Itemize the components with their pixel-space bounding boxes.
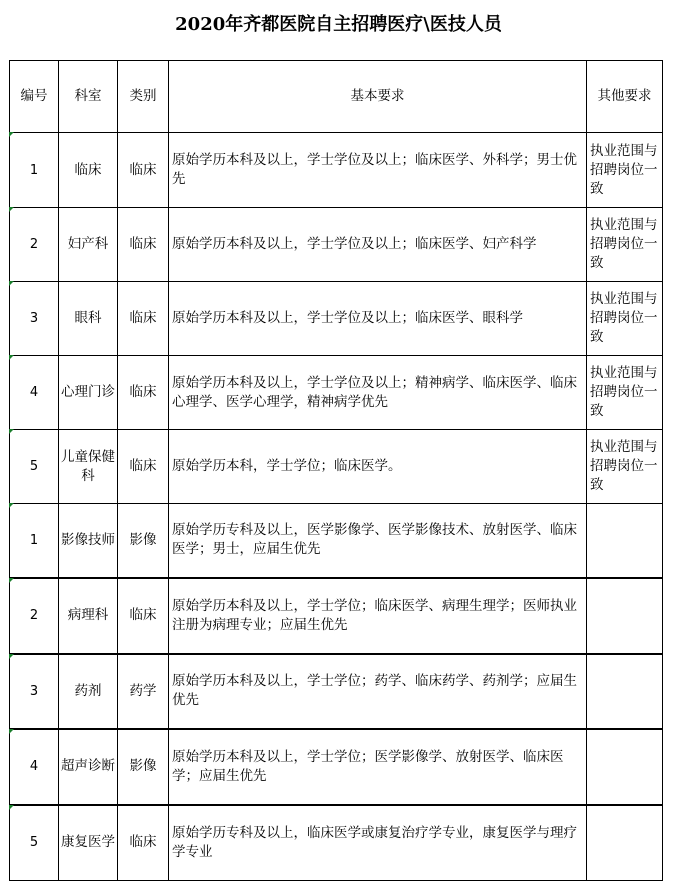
header-number: 编号 [10, 61, 59, 133]
row-basic-requirements: 原始学历本科及以上，学士学位；临床医学、病理生理学；医师执业注册为病理专业；应届生优先 [169, 578, 587, 654]
row-basic-requirements: 原始学历本科及以上，学士学位及以上；精神病学、临床医学、临床心理学、医学心理学，精神病学优先 [169, 356, 587, 430]
row-number: 3 [10, 654, 59, 729]
row-other-requirements: 执业范围与招聘岗位一致 [587, 430, 663, 504]
row-other-requirements: 执业范围与招聘岗位一致 [587, 356, 663, 430]
row-basic-requirements: 原始学历本科及以上，学士学位；医学影像学、放射医学、临床医学；应届生优先 [169, 729, 587, 805]
row-department: 儿童保健科 [59, 430, 118, 504]
row-department: 影像技师 [59, 504, 118, 578]
row-category: 临床 [118, 208, 169, 282]
row-department: 药剂 [59, 654, 118, 729]
row-other-requirements: 执业范围与招聘岗位一致 [587, 282, 663, 356]
header-department: 科室 [59, 61, 118, 133]
row-category: 临床 [118, 282, 169, 356]
row-category: 临床 [118, 133, 169, 208]
table-row [10, 133, 663, 208]
row-category: 药学 [118, 654, 169, 729]
table-row [10, 430, 663, 504]
row-category: 临床 [118, 578, 169, 654]
row-number: 2 [10, 578, 59, 654]
row-basic-requirements: 原始学历本科，学士学位；临床医学。 [169, 430, 587, 504]
header-basic-requirements: 基本要求 [169, 61, 587, 133]
row-category: 影像 [118, 729, 169, 805]
row-basic-requirements: 原始学历本科及以上，学士学位及以上；临床医学、外科学；男士优先 [169, 133, 587, 208]
row-other-requirements [587, 654, 663, 729]
table-row [10, 729, 663, 805]
row-department: 心理门诊 [59, 356, 118, 430]
page-title: 2020年齐都医院自主招聘医疗\医技人员 [175, 14, 502, 35]
row-other-requirements [587, 578, 663, 654]
row-number: 1 [10, 504, 59, 578]
row-other-requirements [587, 504, 663, 578]
row-department: 临床 [59, 133, 118, 208]
row-category: 临床 [118, 430, 169, 504]
row-basic-requirements: 原始学历专科及以上，医学影像学、医学影像技术、放射医学、临床医学；男士，应届生优先 [169, 504, 587, 578]
row-number: 4 [10, 356, 59, 430]
table-row [10, 504, 663, 578]
table-header-row [10, 61, 663, 133]
row-department: 超声诊断 [59, 729, 118, 805]
row-other-requirements: 执业范围与招聘岗位一致 [587, 133, 663, 208]
header-category: 类别 [118, 61, 169, 133]
row-number: 3 [10, 282, 59, 356]
row-category: 临床 [118, 805, 169, 881]
row-department: 病理科 [59, 578, 118, 654]
table-row [10, 356, 663, 430]
table-row [10, 578, 663, 654]
row-department: 康复医学 [59, 805, 118, 881]
table-row [10, 805, 663, 881]
row-other-requirements [587, 805, 663, 881]
table-row [10, 208, 663, 282]
row-basic-requirements: 原始学历专科及以上，临床医学或康复治疗学专业，康复医学与理疗学专业 [169, 805, 587, 881]
row-department: 眼科 [59, 282, 118, 356]
row-basic-requirements: 原始学历本科及以上，学士学位；药学、临床药学、药剂学；应届生优先 [169, 654, 587, 729]
row-number: 4 [10, 729, 59, 805]
row-department: 妇产科 [59, 208, 118, 282]
recruitment-table [9, 60, 663, 881]
row-category: 临床 [118, 356, 169, 430]
row-other-requirements: 执业范围与招聘岗位一致 [587, 208, 663, 282]
table-row [10, 654, 663, 729]
row-basic-requirements: 原始学历本科及以上，学士学位及以上；临床医学、眼科学 [169, 282, 587, 356]
row-number: 2 [10, 208, 59, 282]
row-number: 1 [10, 133, 59, 208]
row-other-requirements [587, 729, 663, 805]
row-number: 5 [10, 805, 59, 881]
row-number: 5 [10, 430, 59, 504]
table-row [10, 282, 663, 356]
header-other-requirements: 其他要求 [587, 61, 663, 133]
row-category: 影像 [118, 504, 169, 578]
row-basic-requirements: 原始学历本科及以上，学士学位及以上；临床医学、妇产科学 [169, 208, 587, 282]
